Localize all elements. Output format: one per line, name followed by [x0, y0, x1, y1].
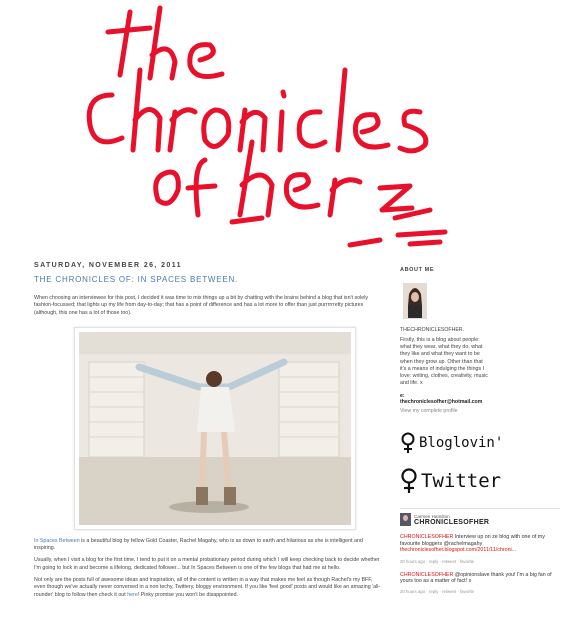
post-photo-image — [79, 332, 351, 525]
view-profile-link[interactable]: View my complete profile — [400, 408, 458, 415]
post-photo-frame — [74, 327, 356, 530]
tweet: CHRONICLESOFHER @opinionslave thank you! I'm a big fan of yours too as a matter of fact! x — [400, 571, 552, 585]
post-date: SATURDAY, NOVEMBER 26, 2011 — [34, 262, 182, 269]
email-label: e: — [400, 393, 405, 400]
blog-header[interactable] — [0, 0, 570, 250]
venus-icon — [400, 468, 418, 494]
twitter-handle[interactable]: CHRONICLESOFHER — [414, 518, 490, 526]
twitter-label: Twitter — [421, 470, 502, 493]
about-me-title: ABOUT ME — [400, 267, 435, 273]
post-paragraph-1: In Spaces Between is a beautiful blog by fellow Gold Coaster, Rachel Magahy, who is as down to earth and hilarious as she is intelligent and inspiring. — [34, 537, 363, 552]
post-paragraph-3: Not only are the posts full of awesome ideas and inspiration, all of the content is written in a way that makes me feel as though Rachel's my BFF, even though we've actually never conversed in a non techy, Twittery, bloggy environment. If you like 'feel good' posts and would like an amazing 'all-rounder' blog to follow then check it out here! Pinky promise you won't be disappointed. — [34, 577, 381, 598]
twitter-avatar-image — [400, 513, 411, 526]
twitter-link[interactable] — [400, 468, 560, 494]
tweet: CHRONICLESOFHER Interview up on ze blog with one of my favourite bloggers @rachelmagahy thechroniclesofher.blogspot.com/2011/11/chroni... — [400, 534, 545, 554]
twitter-avatar[interactable] — [400, 513, 411, 526]
twitter-widget-header — [400, 513, 560, 526]
bloglovin-link[interactable] — [400, 432, 560, 454]
profile-avatar-image — [404, 284, 426, 318]
tweet-user[interactable]: CHRONICLESOFHER — [400, 534, 454, 541]
here-link[interactable]: here — [127, 591, 138, 598]
twitter-realname: Carmen Hamilton — [414, 513, 450, 519]
profile-avatar[interactable] — [403, 283, 427, 319]
tweet-meta[interactable]: 20 hours ago · reply · retweet · favorite — [400, 589, 475, 595]
in-spaces-between-link[interactable]: In Spaces Between — [34, 537, 80, 544]
tweet-user[interactable]: CHRONICLESOFHER — [400, 571, 454, 578]
tweet-link[interactable]: thechroniclesofher.blogspot.com/2011/11/chroni... — [400, 547, 517, 554]
profile-name[interactable]: THECHRONICLESOFHER. — [400, 327, 464, 333]
main-post-column — [34, 262, 384, 604]
twitter-names — [414, 514, 489, 526]
post-title[interactable]: THE CHRONICLES OF: IN SPACES BETWEEN. — [34, 275, 239, 284]
twitter-widget — [400, 508, 560, 594]
post-intro: When choosing an interviewee for this post, I decided it was time to mix things up a bit by chatting with the brains behind a blog that isn't solely fashion-focussed; that lights up my life from day-to-day; that has a point of difference and has a lot more to offer than just purrrrrretty pictures (although, this one has a lot of those too). — [34, 295, 369, 316]
profile-description: Firstly, this is a blog about people: what they wear, what they do, what they like and what they want to be when they grow up. Other than that it's a means of indulging the things I love: writing, clothes, creativity, music and life. x — [400, 337, 488, 387]
bloglovin-label: Bloglovin' — [419, 435, 504, 452]
email-address: thechroniclesofher@hotmail.com — [400, 399, 483, 406]
header-title-art — [0, 0, 570, 250]
venus-icon — [400, 432, 416, 454]
post-paragraph-2: Usually, when I visit a blog for the first time, I tend to put it on a mental probationary period during which I will keep checking back to decide whether I'm going to lock in and become a lifelong, dedicated follower... but In Spaces Between is one of the few blogs that had me at hello. — [34, 557, 380, 571]
tweet-meta[interactable]: 20 hours ago · reply · retweet · favorite — [400, 558, 475, 564]
post-photo[interactable] — [79, 332, 351, 525]
sidebar — [400, 262, 560, 602]
